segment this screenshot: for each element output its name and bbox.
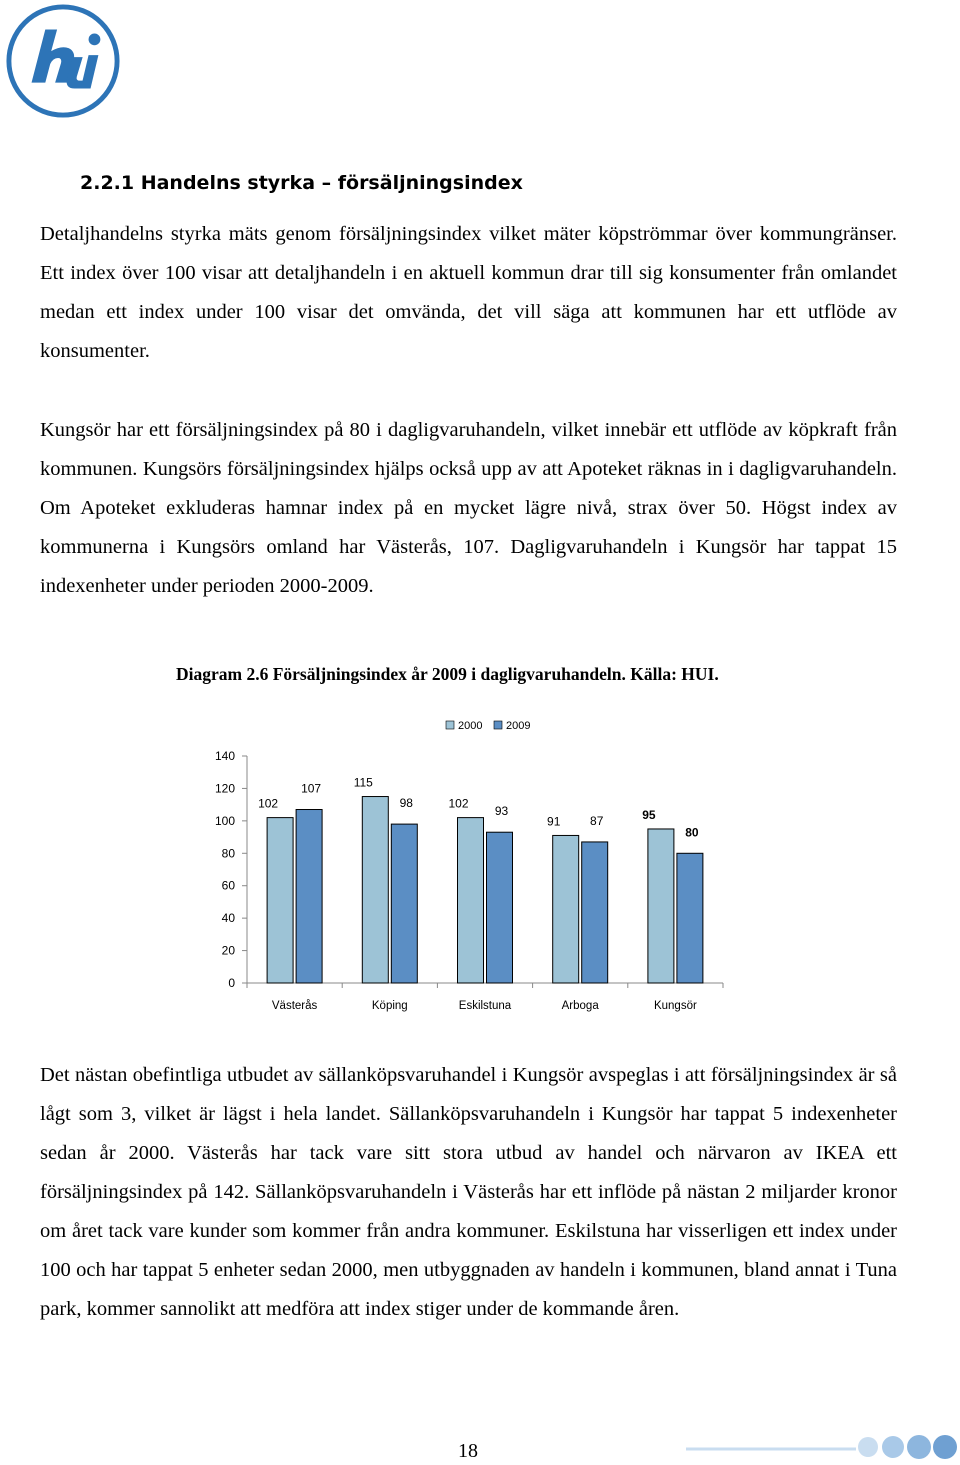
- x-tick-label: Kungsör: [653, 1000, 697, 1012]
- y-tick-label: 140: [214, 749, 235, 763]
- bar: [553, 835, 579, 983]
- y-tick-label: 20: [221, 943, 235, 958]
- paragraph-intro: Detaljhandelns styrka mäts genom försäljningsindex vilket mäter köpströmmar över kommungränser. Ett index över 100 visar att detaljhandeln i en aktuell kommun drar till sig konsumenter från omlandet medan ett index under 100 visar det omvända, det vill säga att kommunen har ett utflöde av konsumenter.: [40, 223, 897, 362]
- bar: [582, 842, 608, 983]
- legend-label: 2009: [506, 720, 531, 732]
- data-label: 80: [685, 825, 699, 840]
- bar-chart: [0, 700, 960, 1030]
- data-label: 91: [547, 814, 561, 829]
- data-label: 95: [642, 807, 656, 822]
- data-label: 102: [448, 796, 469, 811]
- paragraph-kungsor: Kungsör har ett försäljningsindex på 80 i dagligvaruhandeln, vilket innebär ett utflöde av köpkraft från kommunen. Kungsörs försäljningsindex hjälps också upp av att Apoteket räknas in i dagligvaruhandeln. Om Apoteket exkluderas hamnar index på en mycket lägre nivå, strax över 50. Högst index av kommunerna i Kungsörs omland har Västerås, 107. Dagligvaruhandeln i Kungsör har tappat 15 indexenheter under perioden 2000-2009.: [40, 419, 897, 597]
- x-tick-label: Västerås: [271, 1000, 318, 1012]
- legend-swatch: [446, 721, 454, 729]
- y-tick-label: 120: [214, 781, 235, 796]
- hui-logo: [4, 2, 122, 120]
- bar: [458, 818, 484, 983]
- bar: [648, 829, 674, 983]
- footer-decoration: [686, 1430, 960, 1465]
- x-tick-label: Arboga: [561, 1000, 599, 1012]
- bar: [487, 832, 513, 983]
- y-tick-label: 40: [221, 911, 235, 926]
- y-tick-label: 60: [221, 878, 235, 893]
- paragraph-sallankop: Det nästan obefintliga utbudet av sällanköpsvaruhandel i Kungsör avspeglas i att försäljningsindex är så lågt som 3, vilket är lägst i hela landet. Sällanköpsvaruhandeln i Kungsör har tappat 5 indexenheter sedan år 2000. Västerås har tack vare sitt stora utbud av handel och närvaron av IKEA ett försäljningsindex på 142. Sällanköpsvaruhandeln i Västerås har ett inflöde på nästan 2 miljarder kronor om året tack vare kunder som kommer från andra kommuner. Eskilstuna har visserligen ett index under 100 och har tappat 5 enheter sedan 2000, men utbyggnaden av handeln i kommunen, bland annat i Tuna park, kommer sannolikt att medföra att index stiger under de kommande åren.: [40, 1064, 897, 1320]
- data-label: 115: [353, 775, 373, 790]
- bar: [391, 824, 417, 983]
- figure-caption: Diagram 2.6 Försäljningsindex år 2009 i dagligvaruhandeln. Källa: HUI.: [176, 664, 719, 684]
- page-number: 18: [458, 1440, 478, 1462]
- data-label: 87: [590, 813, 604, 828]
- y-tick-label: 0: [228, 976, 235, 990]
- legend-label: 2000: [458, 720, 483, 732]
- y-tick-label: 80: [221, 846, 235, 861]
- y-tick-label: 100: [214, 813, 235, 828]
- data-label: 98: [399, 796, 413, 811]
- data-label: 107: [301, 781, 322, 796]
- bar: [677, 853, 703, 983]
- section-heading: 2.2.1 Handelns styrka – försäljningsindex: [80, 172, 523, 194]
- bar: [267, 818, 293, 983]
- legend-swatch: [494, 721, 502, 729]
- bar: [362, 797, 388, 983]
- x-tick-label: Eskilstuna: [458, 1000, 512, 1012]
- bar: [296, 810, 322, 983]
- data-label: 102: [258, 796, 279, 811]
- x-tick-label: Köping: [371, 1000, 408, 1012]
- data-label: 93: [494, 804, 509, 819]
